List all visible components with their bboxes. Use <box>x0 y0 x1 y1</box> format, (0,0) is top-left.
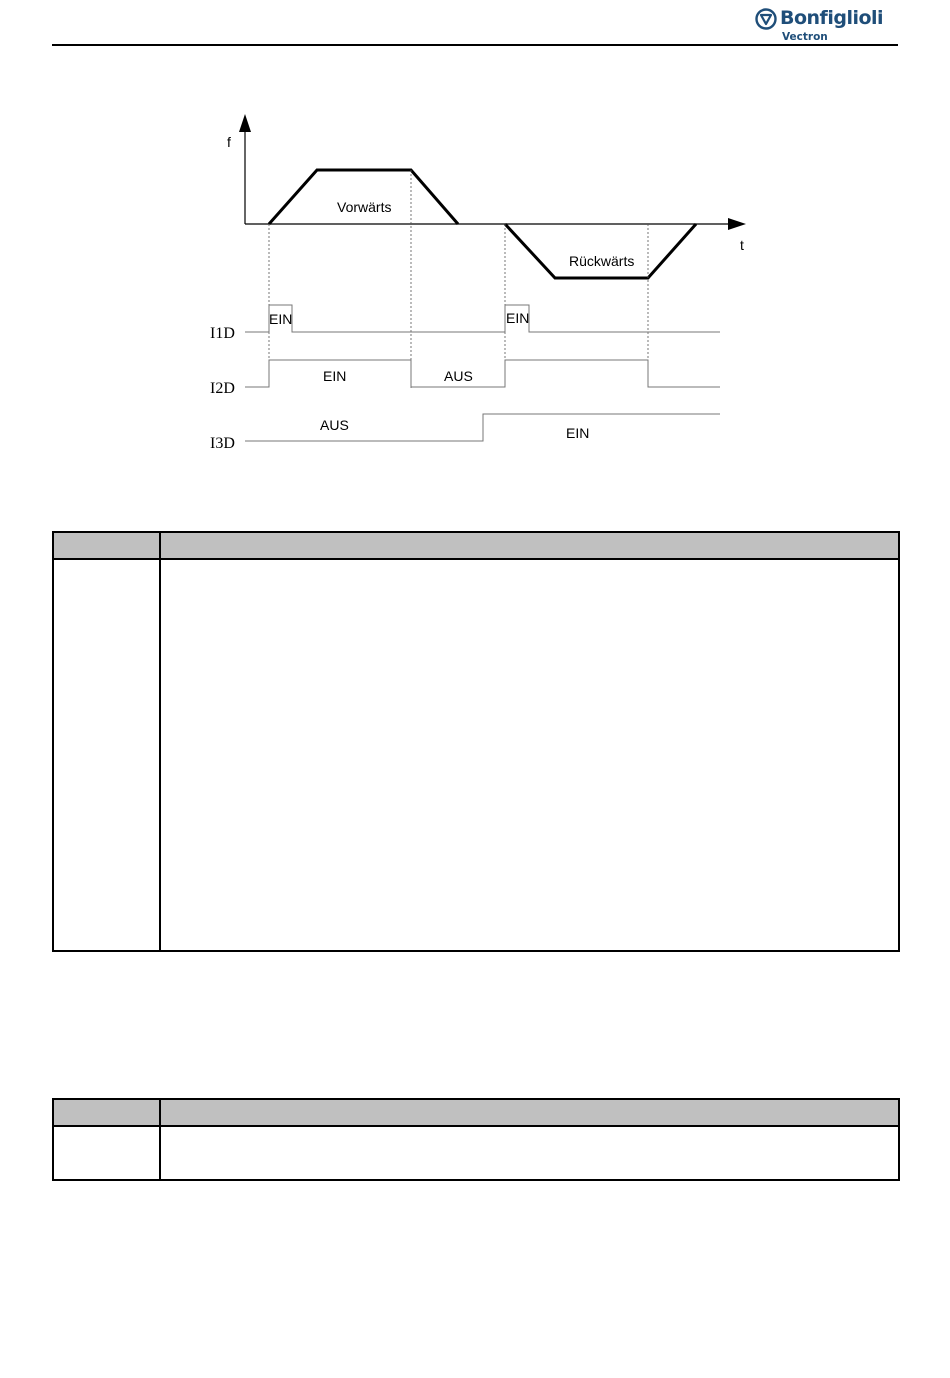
i1d-label: I1D <box>210 325 235 342</box>
parameter-table <box>52 531 900 952</box>
i3d-state-label-2: EIN <box>566 425 590 441</box>
t-axis-arrow <box>728 218 746 230</box>
table-header-row <box>54 1100 898 1127</box>
i3d-state-label-1: AUS <box>320 417 349 433</box>
column-divider <box>159 560 161 950</box>
i2d-state-label-2: AUS <box>444 368 473 384</box>
f-axis-label: f <box>227 134 231 150</box>
reverse-ramp <box>505 224 696 278</box>
i1d-pulse-label-2: EIN <box>506 310 530 326</box>
table-row <box>54 560 898 950</box>
logo-brand-text: Bonfiglioli <box>780 7 884 29</box>
table-row <box>54 1127 898 1179</box>
i3d-label: I3D <box>210 435 235 452</box>
i2d-trace <box>245 360 720 387</box>
i2d-label: I2D <box>210 380 235 397</box>
forward-label: Vorwärts <box>337 199 392 215</box>
f-axis-arrow <box>239 114 251 132</box>
t-axis-label: t <box>740 237 744 253</box>
forward-ramp <box>269 170 458 224</box>
parameter-table <box>52 1098 900 1181</box>
i3d-trace <box>245 414 720 441</box>
reverse-label: Rückwärts <box>569 253 635 269</box>
i1d-pulse-label-1: EIN <box>269 311 293 327</box>
table-header-row <box>54 533 898 560</box>
i2d-state-label-1: EIN <box>323 368 347 384</box>
column-divider <box>159 533 161 558</box>
column-divider <box>159 1127 161 1179</box>
column-divider <box>159 1100 161 1125</box>
logo-sub-text: Vectron <box>782 31 828 43</box>
timing-diagram <box>0 0 950 470</box>
i1d-trace <box>245 305 720 332</box>
